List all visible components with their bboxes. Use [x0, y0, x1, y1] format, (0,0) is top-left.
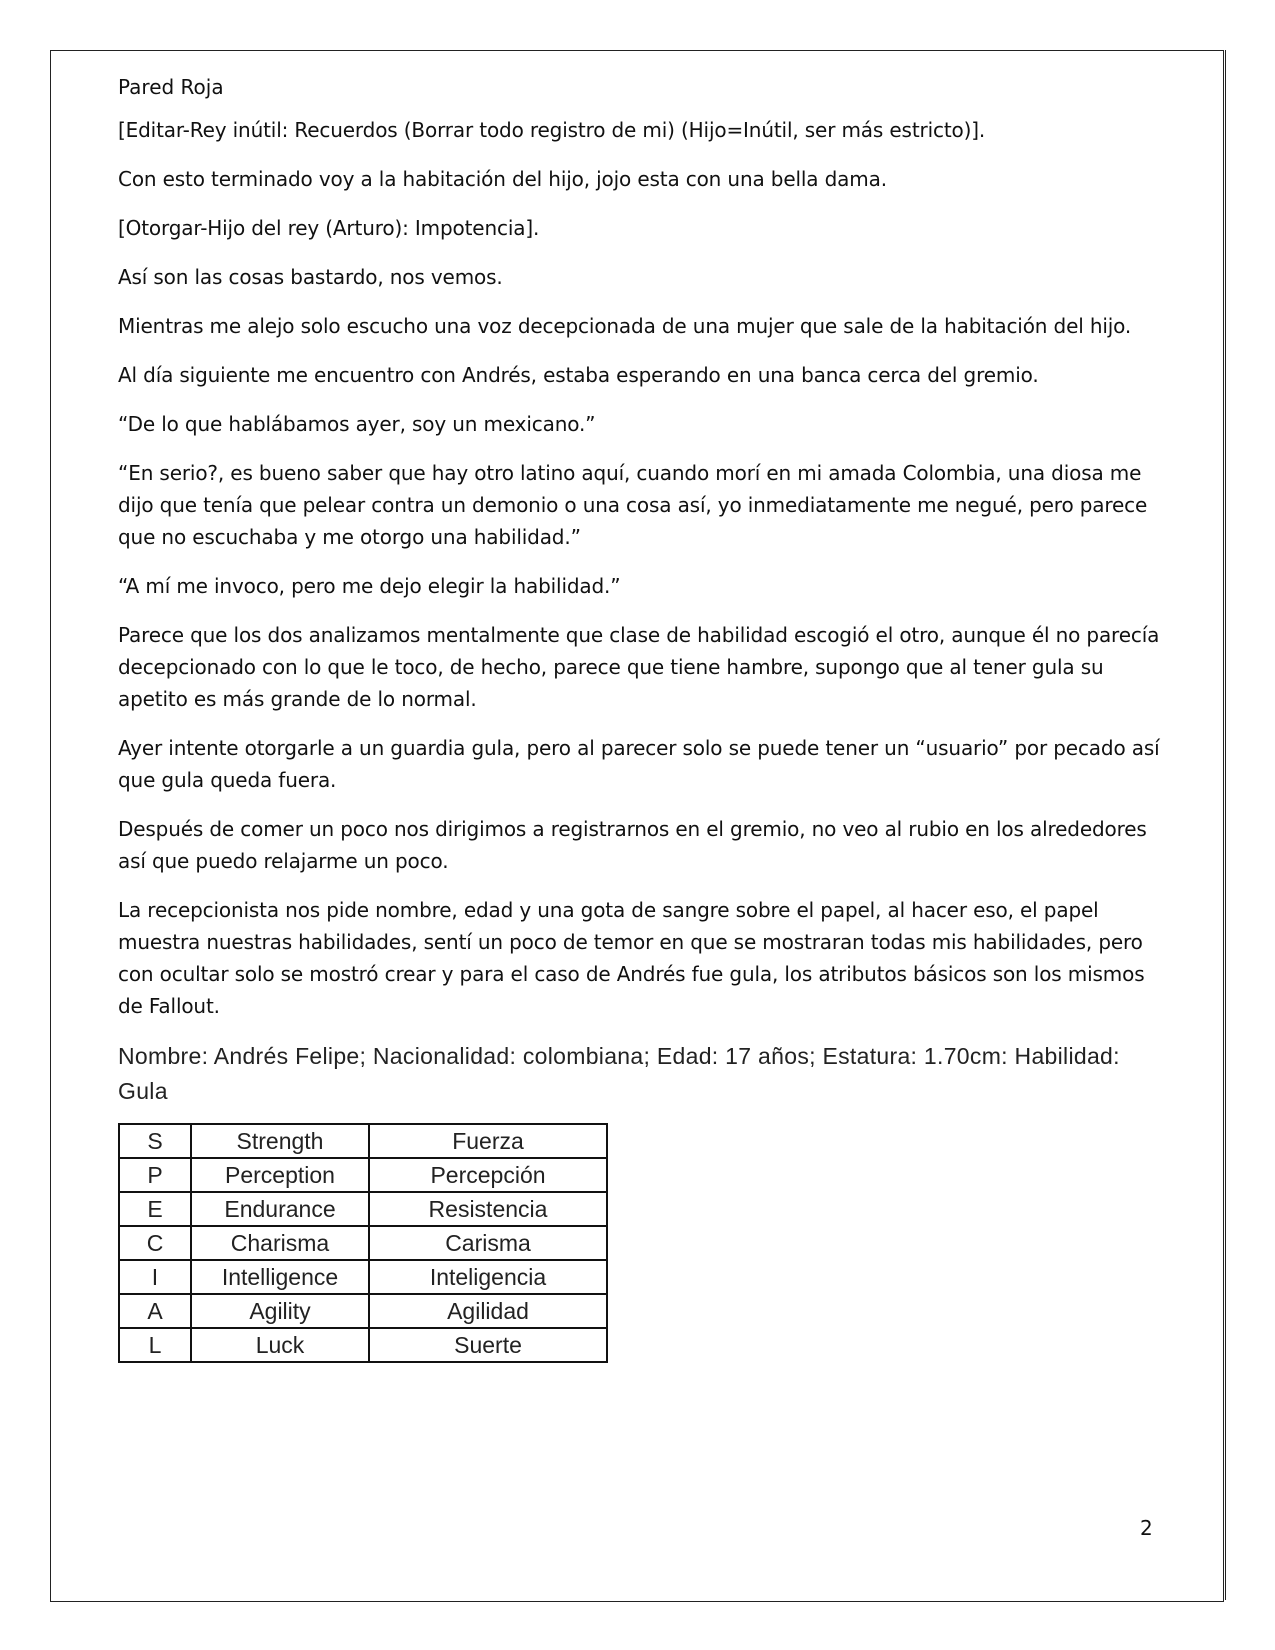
paragraph: “A mí me invoco, pero me dejo elegir la habilidad.”: [118, 574, 621, 598]
paragraph: Al día siguiente me encuentro con Andrés, estaba esperando en una banca cerca del gremio.: [118, 363, 1039, 387]
page-number: 2: [1140, 1516, 1153, 1540]
paragraph: [Otorgar-Hijo del rey (Arturo): Impotencia].: [118, 216, 540, 240]
attribute-letter: P: [119, 1158, 191, 1192]
table-row: [119, 1226, 607, 1260]
paragraph: “En serio?, es bueno saber que hay otro latino aquí, cuando morí en mi amada Colombia, una diosa me dijo que tenía que pelear contra un demonio o una cosa así, yo inmediatamente me negué, pero parece que no escuchaba y me otorgo una habilidad.”: [118, 461, 1148, 549]
table-row: [119, 1260, 607, 1294]
attribute-letter: S: [119, 1124, 191, 1158]
attribute-letter: L: [119, 1328, 191, 1362]
attribute-english: Endurance: [191, 1192, 369, 1226]
page-content: [118, 72, 1163, 1363]
attribute-letter: I: [119, 1260, 191, 1294]
table-row: [119, 1124, 607, 1158]
paragraph: Con esto terminado voy a la habitación del hijo, jojo esta con una bella dama.: [118, 167, 887, 191]
paragraph: Mientras me alejo solo escucho una voz decepcionada de una mujer que sale de la habitación del hijo.: [118, 314, 1132, 338]
attribute-spanish: Carisma: [369, 1226, 607, 1260]
table-row: [119, 1294, 607, 1328]
attribute-letter: C: [119, 1226, 191, 1260]
paragraph: La recepcionista nos pide nombre, edad y una gota de sangre sobre el papel, al hacer eso, el papel muestra nuestras habilidades, sentí un poco de temor en que se mostraran todas mis habilidades, pero con ocultar solo se mostró crear y para el caso de Andrés fue gula, los atributos básicos son los mismos de Fallout.: [118, 898, 1145, 1018]
paragraph: Parece que los dos analizamos mentalmente que clase de habilidad escogió el otro, aunque él no parecía decepcionado con lo que le toco, de hecho, parece que tiene hambre, supongo que al tener gula su apetito es más grande de lo normal.: [118, 623, 1160, 711]
attribute-english: Charisma: [191, 1226, 369, 1260]
attribute-spanish: Suerte: [369, 1328, 607, 1362]
attribute-english: Perception: [191, 1158, 369, 1192]
paragraph: “De lo que hablábamos ayer, soy un mexicano.”: [118, 412, 596, 436]
attribute-english: Luck: [191, 1328, 369, 1362]
character-stats-line: Nombre: Andrés Felipe; Nacionalidad: colombiana; Edad: 17 años; Estatura: 1.70cm: Habilidad: Gula: [118, 1043, 1120, 1104]
attribute-letter: A: [119, 1294, 191, 1328]
attribute-spanish: Agilidad: [369, 1294, 607, 1328]
table-row: [119, 1158, 607, 1192]
paragraph: Después de comer un poco nos dirigimos a registrarnos en el gremio, no veo al rubio en los alrededores así que puedo relajarme un poco.: [118, 817, 1147, 873]
attributes-table: [118, 1123, 608, 1363]
paragraph: Ayer intente otorgarle a un guardia gula, pero al parecer solo se puede tener un “usuario” por pecado así que gula queda fuera.: [118, 736, 1160, 792]
attribute-english: Strength: [191, 1124, 369, 1158]
attribute-spanish: Percepción: [369, 1158, 607, 1192]
attribute-english: Intelligence: [191, 1260, 369, 1294]
paragraph: [Editar-Rey inútil: Recuerdos (Borrar todo registro de mi) (Hijo=Inútil, ser más estricto)].: [118, 118, 986, 142]
attribute-spanish: Inteligencia: [369, 1260, 607, 1294]
attribute-english: Agility: [191, 1294, 369, 1328]
attribute-letter: E: [119, 1192, 191, 1226]
paragraph: Así son las cosas bastardo, nos vemos.: [118, 265, 503, 289]
attribute-spanish: Resistencia: [369, 1192, 607, 1226]
table-row: [119, 1328, 607, 1362]
table-row: [119, 1192, 607, 1226]
page-header-title: Pared Roja: [118, 75, 224, 99]
attribute-spanish: Fuerza: [369, 1124, 607, 1158]
